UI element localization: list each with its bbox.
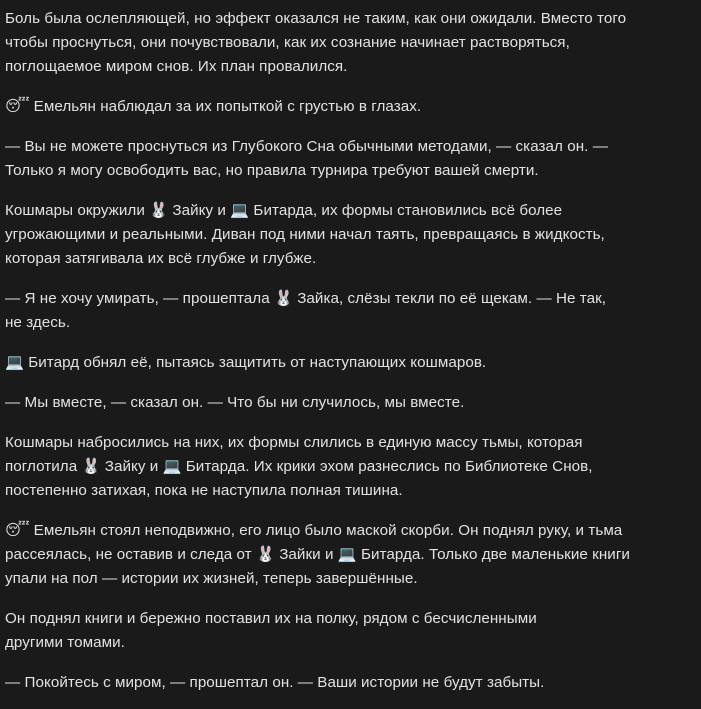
paragraph: Кошмары окружили 🐰 Зайку и 💻 Битарда, их формы становились всё более угрожающими и реальными. Диван под ними начал таять, превращаясь в жидкость, которая затягивала их всё глубже и глубже. <box>5 202 605 267</box>
paragraph: 💻 Битард обнял её, пытаясь защитить от наступающих кошмаров. <box>5 354 487 371</box>
paragraph: — Вы не можете проснуться из Глубокого Сна обычными методами, — сказал он. — Только я могу освободить вас, но правила турнира требуют вашей смерти. <box>5 138 608 179</box>
paragraph: — Я не хочу умирать, — прошептала 🐰 Зайка, слёзы текли по её щекам. — Не так, не здесь. <box>5 290 607 331</box>
paragraph: Он поднял книги и бережно поставил их на полку, рядом с бесчисленными другими томами. <box>5 610 537 651</box>
paragraph: Кошмары набросились на них, их формы слились в единую массу тьмы, которая поглотила 🐰 Зайку и 💻 Битарда. Их крики эхом разнеслись по Библиотеке Снов, постепенно затихая, пока не наступила полная тишина. <box>5 434 593 499</box>
paragraph: Боль была ослепляющей, но эффект оказался не таким, как они ожидали. Вместо того чтобы проснуться, они почувствовали, как их сознание начинает растворяться, поглощаемое миром снов. Их план провалился. <box>5 10 627 75</box>
paragraph: — Мы вместе, — сказал он. — Что бы ни случилось, мы вместе. <box>5 394 465 411</box>
paragraph: 😴 Емельян стоял неподвижно, его лицо было маской скорби. Он поднял руку, и тьма рассеялась, не оставив и следа от 🐰 Зайки и 💻 Битарда. Только две маленькие книги упали на пол — истории их жизней, теперь завершённые. <box>5 522 630 587</box>
paragraph: — Покойтесь с миром, — прошептал он. — Ваши истории не будут забыты. <box>5 674 545 691</box>
story-text <box>5 7 695 695</box>
paragraph: 😴 Емельян наблюдал за их попыткой с грустью в глазах. <box>5 98 422 115</box>
